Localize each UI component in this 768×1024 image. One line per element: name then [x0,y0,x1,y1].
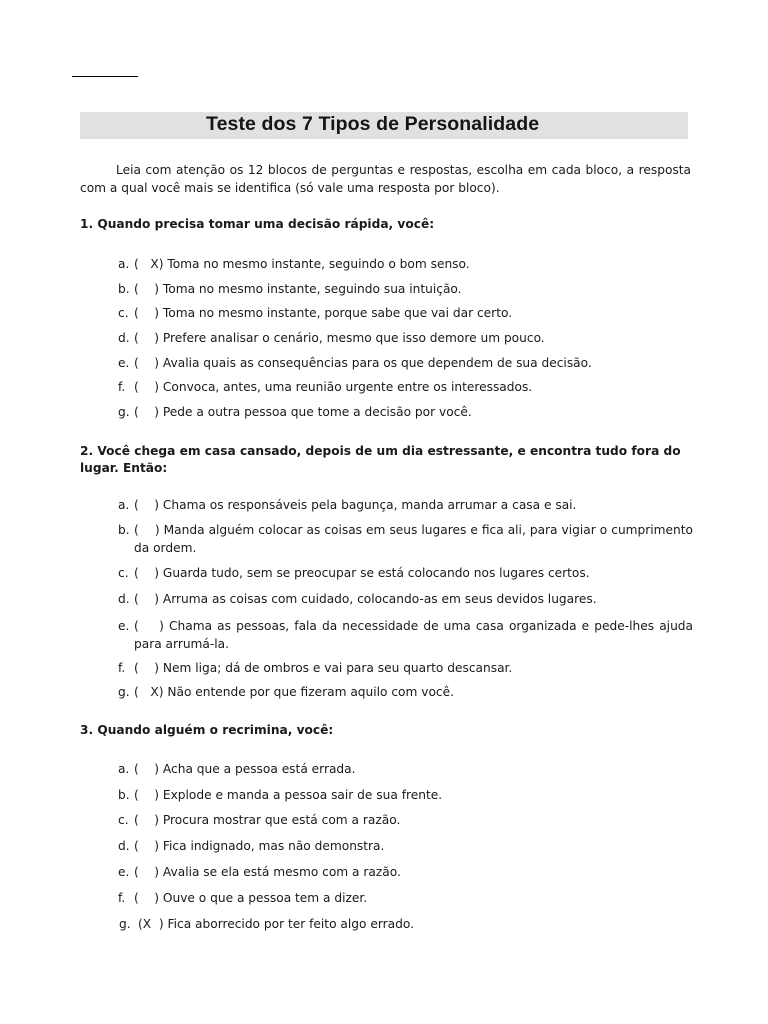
option-checkbox[interactable]: ( ) [134,813,160,827]
q3-option-g[interactable] [118,915,693,933]
q2-option-f[interactable] [118,659,693,677]
q2-option-c[interactable] [118,564,693,582]
option-checkbox[interactable]: ( ) [134,331,160,345]
option-checkbox[interactable]: ( ) [134,566,160,580]
option-letter: e. [118,865,130,879]
option-text: Convoca, antes, uma reunião urgente entre os interessados. [162,380,533,394]
option-text: Toma no mesmo instante, seguindo o bom senso. [167,257,470,271]
option-text: Toma no mesmo instante, porque sabe que vai dar certo. [162,306,513,320]
option-letter: g. [119,917,131,931]
option-text: Manda alguém colocar as coisas em seus lugares e fica ali, para vigiar o cumprimento da ordem. [134,523,694,555]
option-text: Toma no mesmo instante, seguindo sua intuição. [162,282,462,296]
q1-option-e[interactable] [118,354,693,372]
option-letter: b. [118,523,130,537]
option-letter: b. [118,788,130,802]
option-checkbox[interactable]: ( ) [134,306,160,320]
q3-option-b[interactable] [118,786,693,804]
option-text: Chama as pessoas, fala da necessidade de uma casa organizada e pede-lhes ajuda para arrumá-la. [134,619,693,651]
option-text: Acha que a pessoa está errada. [162,762,356,776]
option-text: Nem liga; dá de ombros e vai para seu quarto descansar. [162,661,513,675]
option-checkbox[interactable]: ( X) [134,685,164,699]
q1-option-b[interactable] [118,280,693,298]
option-letter: e. [118,356,130,370]
option-text: Procura mostrar que está com a razão. [162,813,401,827]
q3-option-c[interactable] [118,811,693,829]
option-letter: d. [118,331,130,345]
intro-text: Leia com atenção os 12 blocos de perguntas e respostas, escolha em cada bloco, a resposta com a qual você mais se identifica (só vale uma resposta por bloco). [80,163,691,195]
q3-option-e[interactable] [118,863,693,881]
header-rule-top [72,76,138,77]
intro-paragraph [80,161,691,197]
question-3: 3. Quando alguém o recrimina, você: [80,723,334,737]
option-text: Chama os responsáveis pela bagunça, manda arrumar a casa e sai. [162,498,577,512]
option-checkbox[interactable]: ( ) [134,788,160,802]
q1-option-d[interactable] [118,329,693,347]
q1-option-f[interactable] [118,378,693,396]
option-checkbox[interactable]: ( ) [134,523,160,537]
option-letter: f. [118,661,126,675]
option-text: Avalia quais as consequências para os que dependem de sua decisão. [162,356,592,370]
q3-option-f[interactable] [118,889,693,907]
option-letter: f. [118,891,126,905]
option-text: Fica aborrecido por ter feito algo errado. [167,917,414,931]
option-text: Prefere analisar o cenário, mesmo que isso demore um pouco. [162,331,545,345]
option-checkbox[interactable]: ( ) [134,405,160,419]
question-2: 2. Você chega em casa cansado, depois de um dia estressante, e encontra tudo fora do lugar. Então: [80,444,681,475]
q3-option-d[interactable] [118,837,693,855]
option-letter: e. [118,619,130,633]
option-checkbox[interactable]: ( ) [134,380,160,394]
q1-option-g[interactable] [118,403,693,421]
option-letter: a. [118,257,130,271]
option-letter: g. [118,405,130,419]
option-text: Arruma as coisas com cuidado, colocando-as em seus devidos lugares. [162,592,597,606]
option-letter: d. [118,839,130,853]
option-checkbox[interactable]: ( ) [134,592,160,606]
option-text: Explode e manda a pessoa sair de sua frente. [162,788,443,802]
option-checkbox[interactable]: ( ) [134,356,160,370]
q2-option-b[interactable] [118,521,693,557]
option-letter: c. [118,566,129,580]
q1-option-c[interactable] [118,304,693,322]
option-letter: g. [118,685,130,699]
option-checkbox[interactable]: ( ) [134,839,160,853]
q2-option-e[interactable] [118,617,693,653]
option-text: Fica indignado, mas não demonstra. [162,839,385,853]
option-letter: d. [118,592,130,606]
option-letter: c. [118,306,129,320]
option-checkbox[interactable]: ( ) [134,891,160,905]
page-title: Teste dos 7 Tipos de Personalidade [206,113,540,135]
option-checkbox[interactable]: ( X) [134,257,164,271]
option-checkbox[interactable]: (X ) [138,917,164,931]
option-checkbox[interactable]: ( ) [134,282,160,296]
option-checkbox[interactable]: ( ) [134,619,164,633]
option-text: Ouve o que a pessoa tem a dizer. [162,891,368,905]
option-checkbox[interactable]: ( ) [134,865,160,879]
option-letter: b. [118,282,130,296]
q2-option-d[interactable] [118,590,693,608]
option-checkbox[interactable]: ( ) [134,762,160,776]
option-letter: a. [118,498,130,512]
option-letter: c. [118,813,129,827]
option-checkbox[interactable]: ( ) [134,661,160,675]
q3-option-a[interactable] [118,760,693,778]
option-letter: a. [118,762,130,776]
q1-option-a[interactable] [118,255,693,273]
option-text: Pede a outra pessoa que tome a decisão por você. [162,405,472,419]
option-text: Guarda tudo, sem se preocupar se está colocando nos lugares certos. [162,566,590,580]
option-text: Avalia se ela está mesmo com a razão. [162,865,401,879]
question-1: 1. Quando precisa tomar uma decisão rápida, você: [80,217,435,231]
q2-option-a[interactable] [118,496,693,514]
q2-option-g[interactable] [118,683,693,701]
option-letter: f. [118,380,126,394]
option-text: Não entende por que fizeram aquilo com você. [167,685,454,699]
option-checkbox[interactable]: ( ) [134,498,160,512]
